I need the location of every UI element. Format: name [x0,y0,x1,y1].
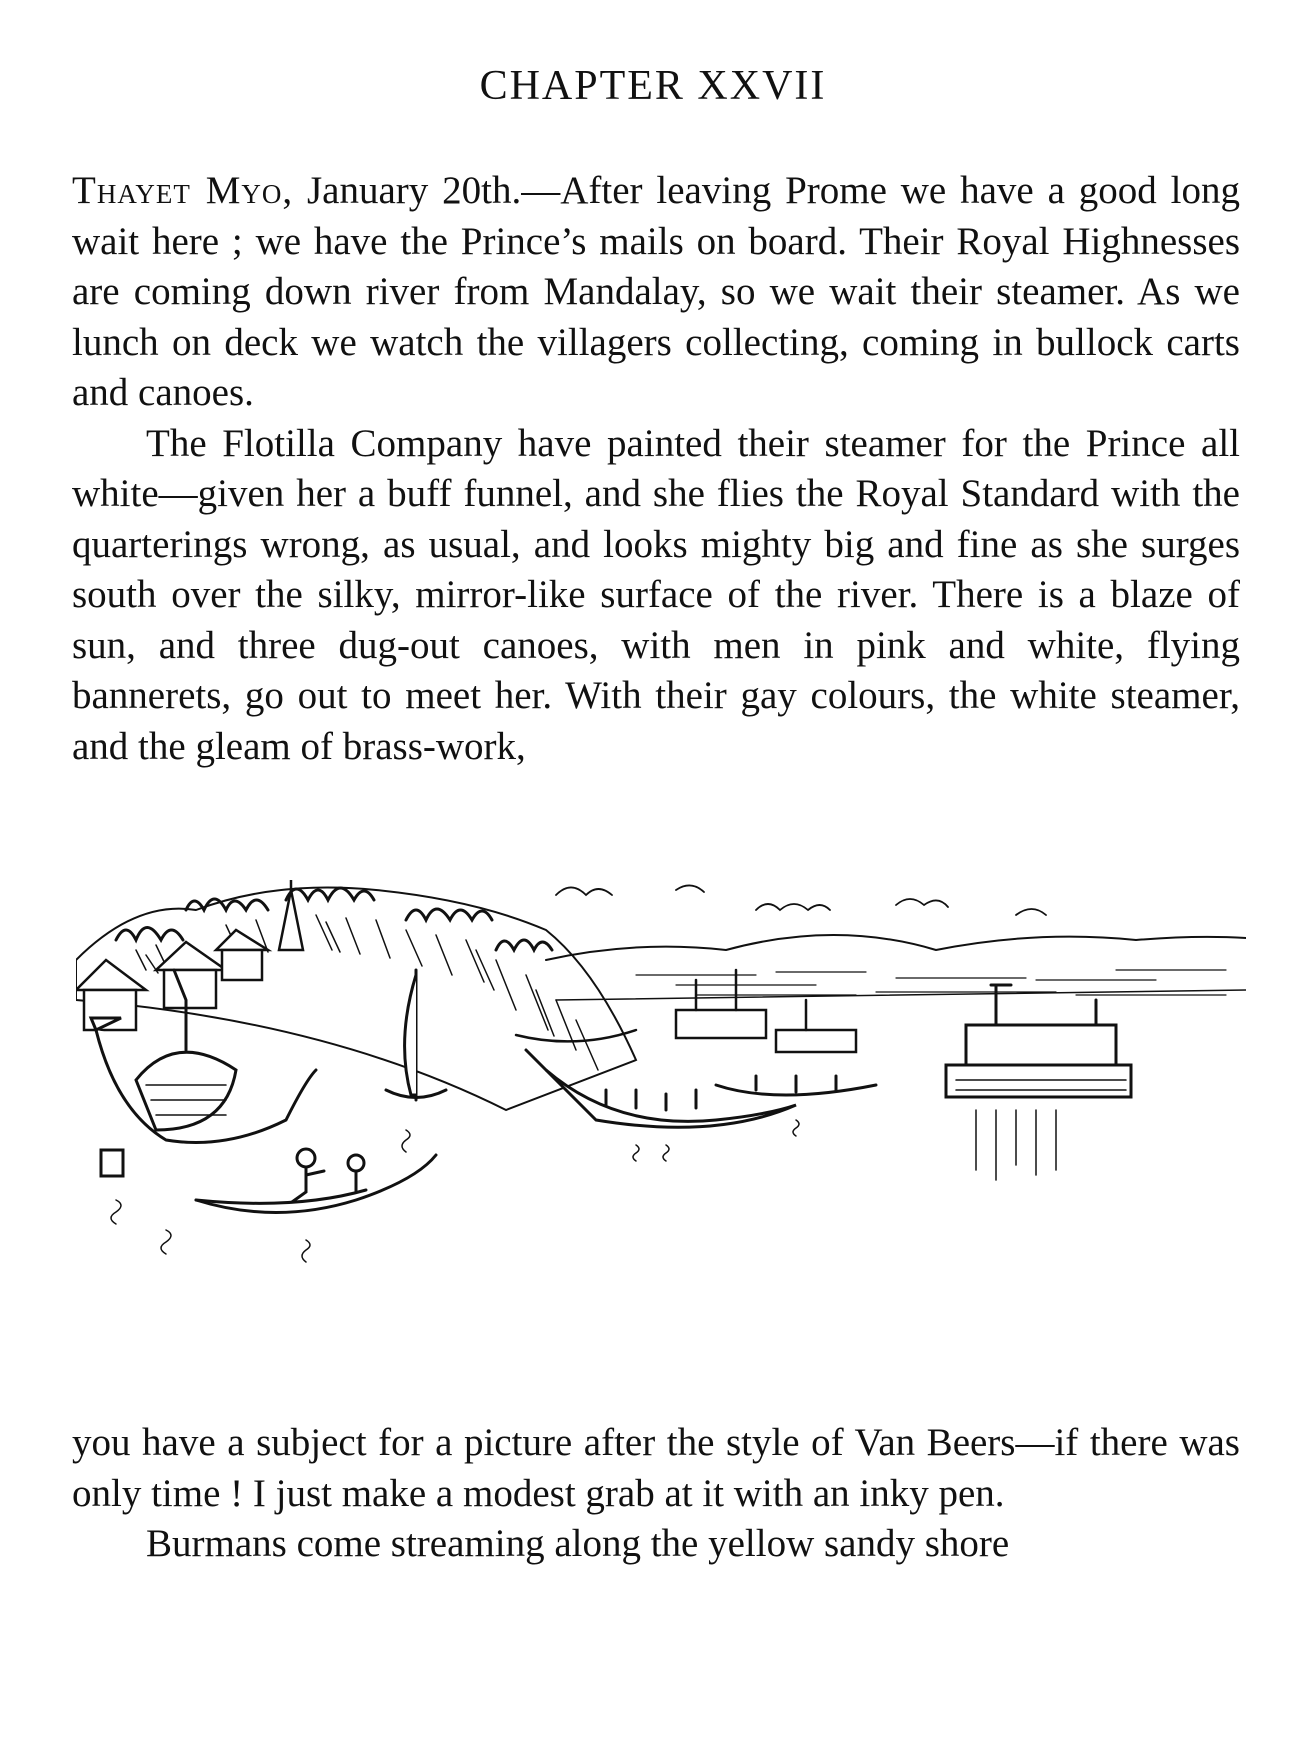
paragraph-burmans: Burmans come streaming along the yellow sandy shore [146,1522,1010,1565]
chapter-heading: CHAPTER XXVII [479,63,827,109]
paragraph-opening-text: January 20th.—After leaving Prome we have a good long wait here ; we have the Prince’s mails on board. Their Royal Highnesses are coming down river from Mandalay, so we wait their steamer. As we lunch on deck we watch the villagers collecting, coming in bullock carts and canoes. [72,169,1240,414]
text-block-bottom [72,1418,1240,1570]
river-scene-illustration-icon [76,880,1246,1410]
paragraph-flotilla: The Flotilla Company have painted their steamer for the Prince all white—given her a buff funnel, and she flies the Royal Standard with the quarterings wrong, as usual, and looks mighty big and fine as she surges south over the silky, mirror-like surface of the river. There is a blaze of sun, and three dug-out canoes, with men in pink and white, flying bannerets, go out to meet her. With their gay colours, the white steamer, and the gleam of brass-work, [72,421,1240,768]
paragraph-opening [72,166,1240,419]
paragraph-van-beers: you have a subject for a picture after the style of Van Beers—if there was only time ! I just make a modest grab at it with an inky pen. [72,1421,1240,1515]
text-block-top [72,166,1240,772]
place-name: Thayet Myo, [72,169,294,212]
